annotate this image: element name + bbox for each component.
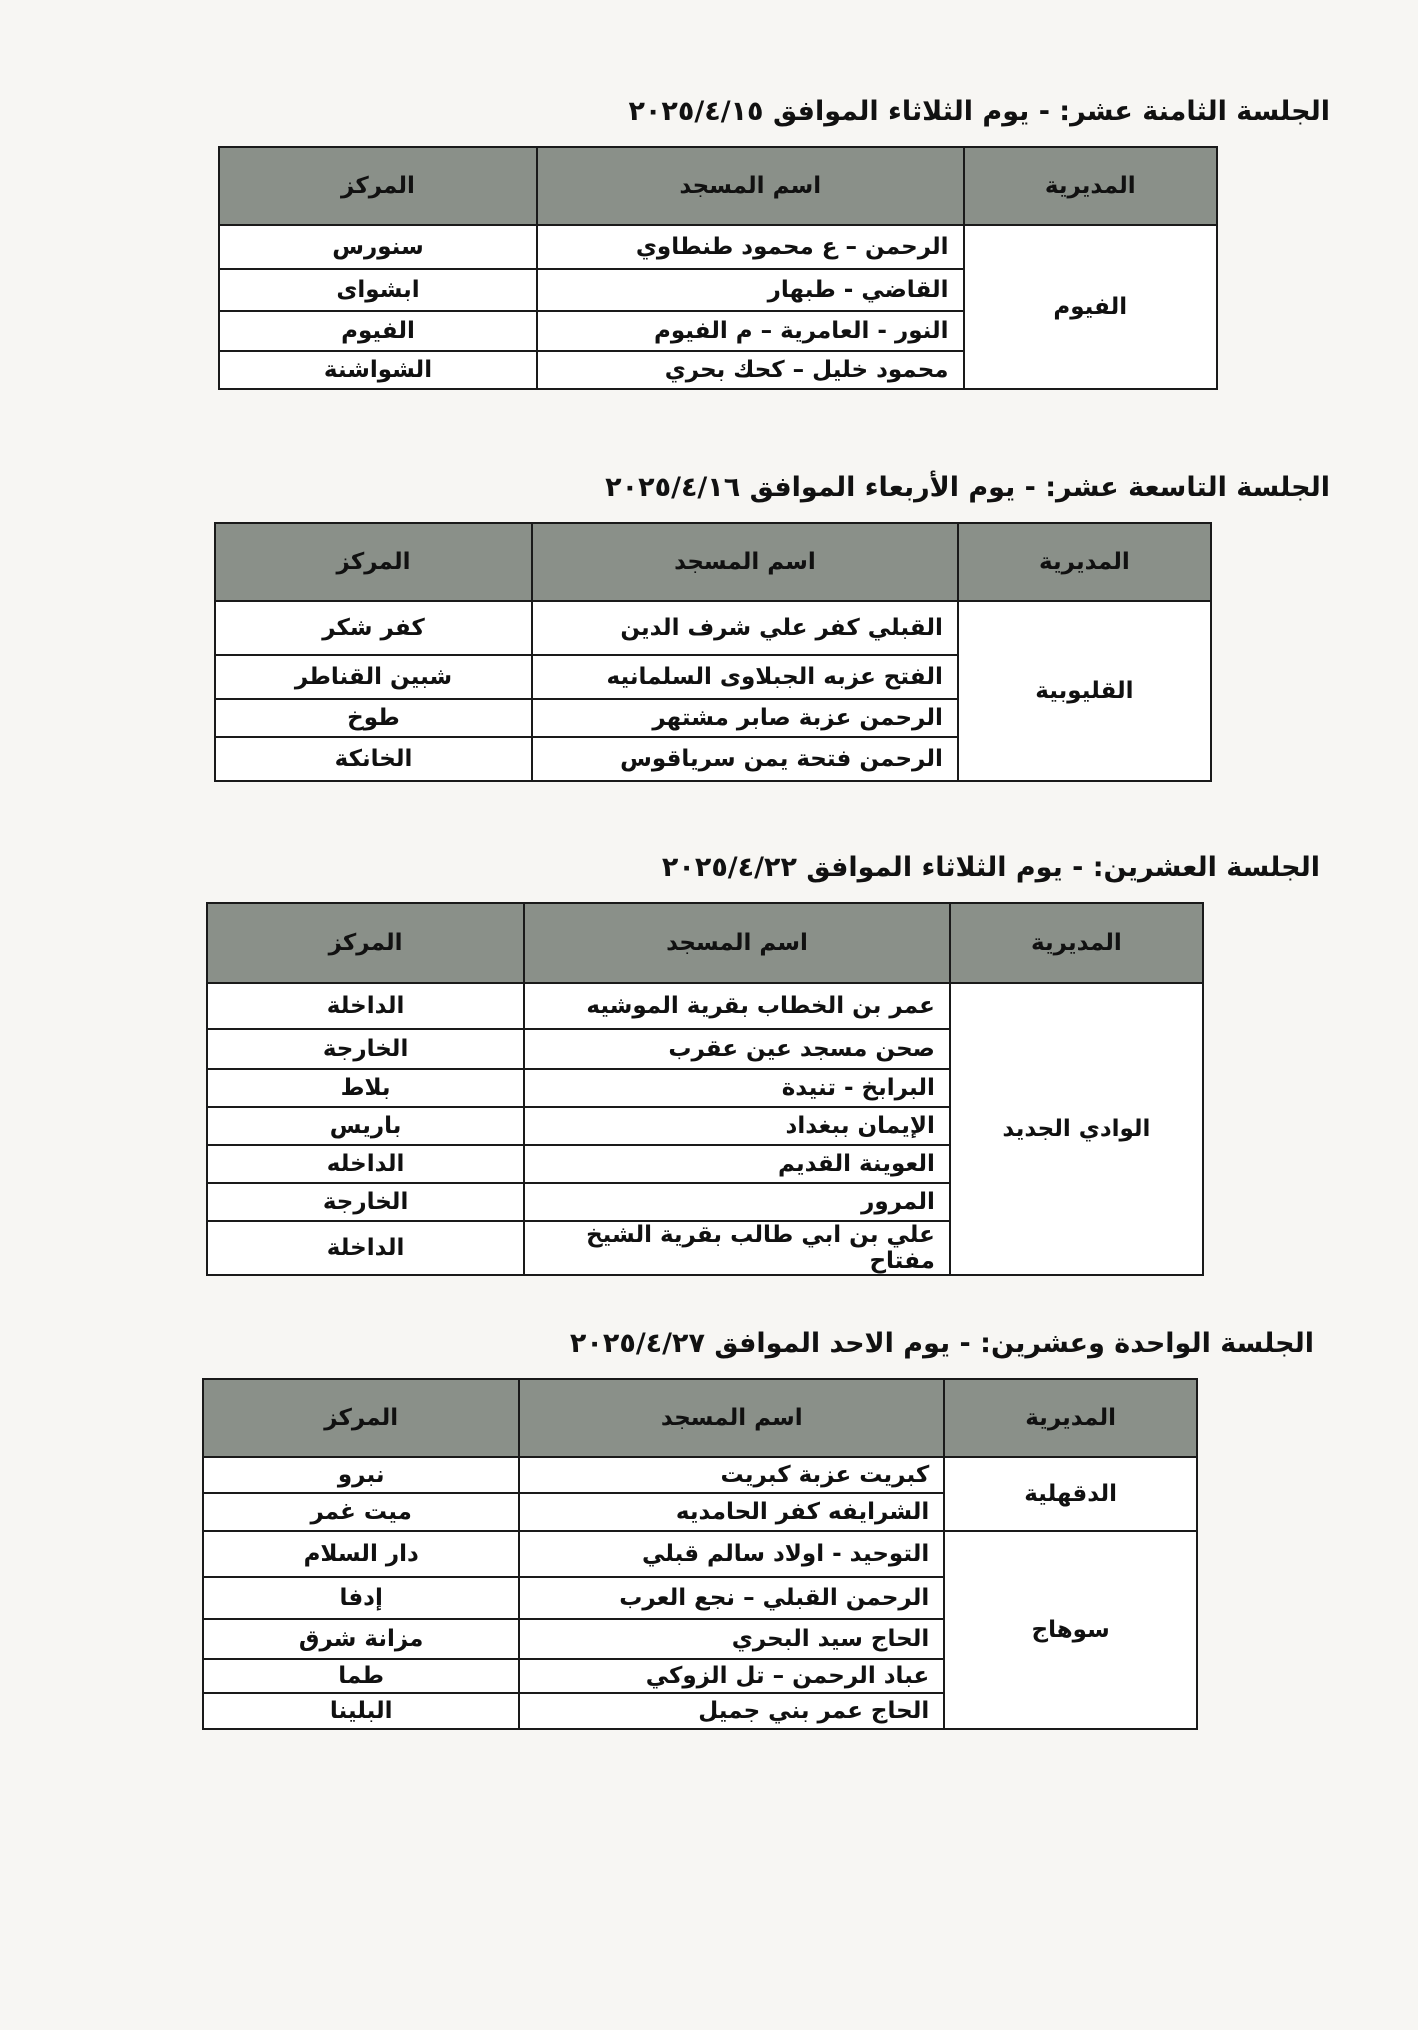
mosque-cell: عباد الرحمن – تل الزوكي <box>519 1659 944 1693</box>
header-center: المركز <box>215 523 532 601</box>
center-cell: الداخله <box>207 1145 524 1183</box>
mosque-cell: صحن مسجد عين عقرب <box>524 1029 950 1069</box>
center-cell: الداخلة <box>207 1221 524 1275</box>
mosque-cell: الرحمن القبلي – نجع العرب <box>519 1577 944 1619</box>
directorate-cell: الدقهلية <box>944 1457 1197 1531</box>
mosque-cell: العوينة القديم <box>524 1145 950 1183</box>
header-directorate: المديرية <box>964 147 1217 225</box>
center-cell: الشواشنة <box>219 351 537 389</box>
center-cell: بلاط <box>207 1069 524 1107</box>
mosque-cell: الإيمان ببغداد <box>524 1107 950 1145</box>
center-cell: سنورس <box>219 225 537 269</box>
center-cell: باريس <box>207 1107 524 1145</box>
table-row <box>219 225 1217 269</box>
mosque-cell: القاضي - طبهار <box>537 269 964 311</box>
center-cell: ميت غمر <box>203 1493 519 1531</box>
mosque-cell: الشرايفه كفر الحامديه <box>519 1493 944 1531</box>
mosque-cell: الرحمن عزبة صابر مشتهر <box>532 699 958 737</box>
mosque-cell: التوحيد - اولاد سالم قبلي <box>519 1531 944 1577</box>
mosque-cell: علي بن ابي طالب بقرية الشيخ مفتاح <box>524 1221 950 1275</box>
mosque-cell: محمود خليل – كحك بحري <box>537 351 964 389</box>
directorate-cell: الوادي الجديد <box>950 983 1203 1275</box>
mosque-cell: البرابخ - تنيدة <box>524 1069 950 1107</box>
mosque-cell: القبلي كفر علي شرف الدين <box>532 601 958 655</box>
table-row <box>215 601 1211 655</box>
session-table <box>202 1378 1198 1730</box>
session-19 <box>214 472 1330 792</box>
center-cell: الخانكة <box>215 737 532 781</box>
center-cell: طوخ <box>215 699 532 737</box>
table-row <box>203 1457 1197 1493</box>
session-table <box>206 902 1204 1276</box>
session-20 <box>206 852 1320 1282</box>
session-title: الجلسة العشرين: - يوم الثلاثاء الموافق ٢٠٢٥/٤/٢٢ <box>661 852 1320 883</box>
directorate-cell: سوهاج <box>944 1531 1197 1729</box>
session-18 <box>218 96 1330 416</box>
table-row <box>203 1531 1197 1577</box>
mosque-cell: عمر بن الخطاب بقرية الموشيه <box>524 983 950 1029</box>
session-title: الجلسة الواحدة وعشرين: - يوم الاحد الموافق ٢٠٢٥/٤/٢٧ <box>569 1328 1314 1359</box>
center-cell: طما <box>203 1659 519 1693</box>
session-21 <box>202 1328 1314 1748</box>
directorate-cell: القليوبية <box>958 601 1211 781</box>
mosque-cell: الحاج عمر بني جميل <box>519 1693 944 1729</box>
directorate-cell: الفيوم <box>964 225 1217 389</box>
mosque-cell: الحاج سيد البحري <box>519 1619 944 1659</box>
session-table <box>214 522 1212 782</box>
header-center: المركز <box>219 147 537 225</box>
header-mosque: اسم المسجد <box>519 1379 944 1457</box>
header-mosque: اسم المسجد <box>524 903 950 983</box>
center-cell: دار السلام <box>203 1531 519 1577</box>
mosque-cell: الفتح عزبه الجبلاوى السلمانيه <box>532 655 958 699</box>
mosque-cell: النور - العامرية – م الفيوم <box>537 311 964 351</box>
center-cell: الخارجة <box>207 1183 524 1221</box>
header-directorate: المديرية <box>944 1379 1197 1457</box>
header-mosque: اسم المسجد <box>537 147 964 225</box>
center-cell: كفر شكر <box>215 601 532 655</box>
session-table <box>218 146 1218 390</box>
center-cell: ابشواى <box>219 269 537 311</box>
header-center: المركز <box>207 903 524 983</box>
session-title: الجلسة التاسعة عشر: - يوم الأربعاء الموافق ٢٠٢٥/٤/١٦ <box>605 472 1330 503</box>
mosque-cell: المرور <box>524 1183 950 1221</box>
center-cell: الداخلة <box>207 983 524 1029</box>
mosque-cell: كبريت عزبة كبريت <box>519 1457 944 1493</box>
header-directorate: المديرية <box>958 523 1211 601</box>
center-cell: نبرو <box>203 1457 519 1493</box>
center-cell: مزانة شرق <box>203 1619 519 1659</box>
table-row <box>207 983 1203 1029</box>
center-cell: إدفا <box>203 1577 519 1619</box>
header-directorate: المديرية <box>950 903 1203 983</box>
session-title: الجلسة الثامنة عشر: - يوم الثلاثاء الموافق ٢٠٢٥/٤/١٥ <box>628 96 1330 127</box>
center-cell: شبين القناطر <box>215 655 532 699</box>
center-cell: البلينا <box>203 1693 519 1729</box>
mosque-cell: الرحمن فتحة يمن سرياقوس <box>532 737 958 781</box>
center-cell: الفيوم <box>219 311 537 351</box>
center-cell: الخارجة <box>207 1029 524 1069</box>
header-mosque: اسم المسجد <box>532 523 958 601</box>
header-center: المركز <box>203 1379 519 1457</box>
mosque-cell: الرحمن – ع محمود طنطاوي <box>537 225 964 269</box>
